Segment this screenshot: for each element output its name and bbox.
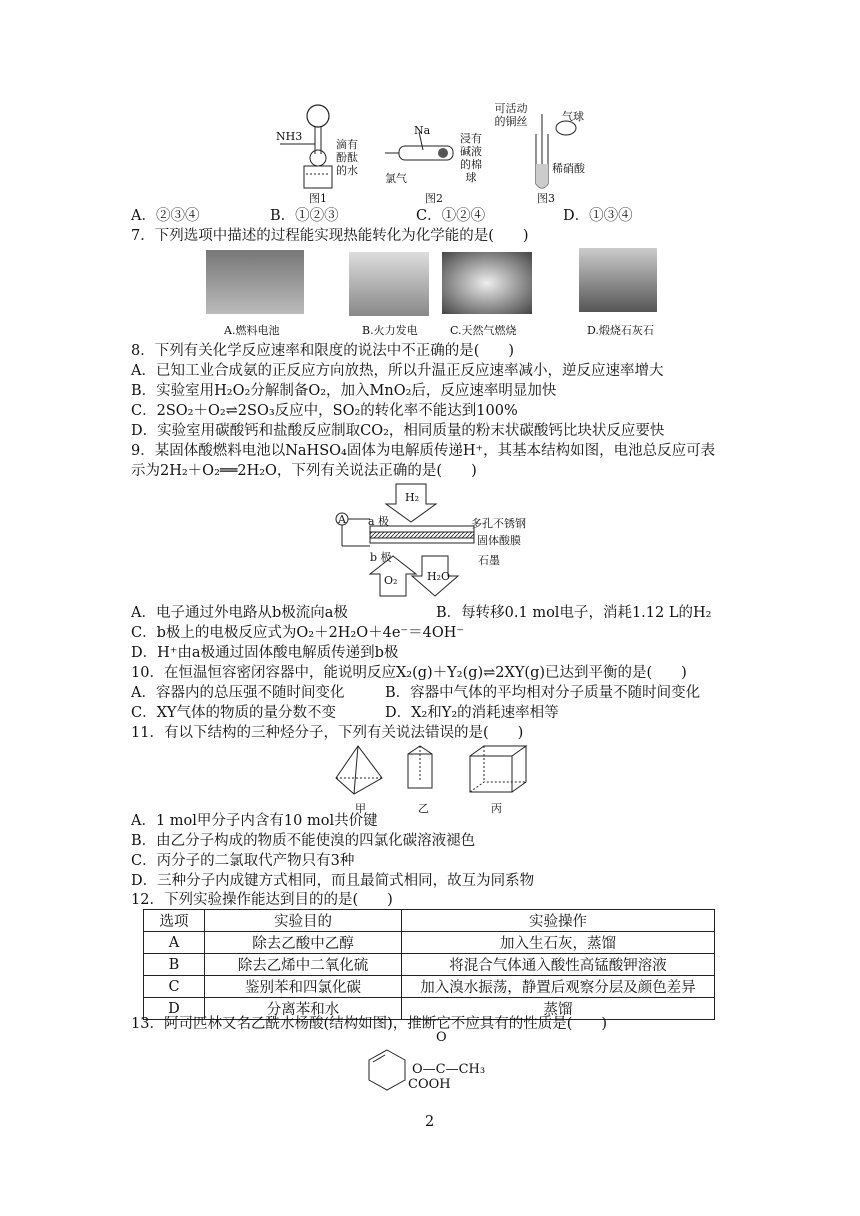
q9-h2-label: H₂ [405,491,420,504]
q11-option-b: B．由乙分子构成的物质不能使溴的四氯化碳溶液褪色 [131,833,476,849]
q8-option-c: C．2SO₂＋O₂⇌2SO₃反应中，SO₂的转化率不能达到100% [131,403,518,419]
q6-option-b: B．①②③ [270,208,339,224]
q11-option-a: A．1 mol甲分子内含有10 mol共价键 [131,813,378,829]
fig2-cotton-label: 浸有碱液的棉球 [460,132,482,184]
q9-ammeter-label: A [338,513,346,526]
q6-option-a: A．②③④ [131,208,200,224]
q11-label-yi: 乙 [418,802,429,815]
cell: 除去乙酸中乙醇 [205,932,402,954]
cell: 加入生石灰，蒸馏 [402,932,715,954]
q9-o2-label: O₂ [384,574,398,587]
fig2-caption: 图2 [425,192,443,205]
fig1-water-label: 滴有酚酞的水 [336,138,358,177]
q11-stem: 11．有以下结构的三种烃分子，下列有关说法错误的是( ) [131,725,524,741]
fig2-na-label: Na [414,124,431,137]
aspirin-chain: O—C—CH₃ [412,1062,486,1077]
q11-option-c: C．丙分子的二氯取代产物只有3种 [131,853,355,869]
q9-a-pole-label: a 极 [368,515,390,528]
q9-option-b: B．每转移0.1 mol电子，消耗1.12 L的H₂ [436,605,712,621]
q7-caption-b: B.火力发电 [362,324,418,337]
q6-option-d: D．①③④ [563,208,633,224]
q9-option-a: A．电子通过外电路从b极流向a极 [131,605,348,621]
q9-stem-line2: 示为2H₂＋O₂══2H₂O，下列有关说法正确的是( ) [131,463,477,479]
aspirin-o-top: O [436,1030,447,1045]
power-plant-photo [349,252,429,316]
cell: 将混合气体通入酸性高锰酸钾溶液 [402,954,715,976]
table-row [144,976,715,998]
q10-option-b: B．容器中气体的平均相对分子质量不随时间变化 [385,685,701,701]
cell: A [144,932,205,954]
cell: 除去乙烯中二氧化硫 [205,954,402,976]
col-header-purpose: 实验目的 [205,910,402,932]
q10-option-d: D．X₂和Y₂的消耗速率相等 [385,705,559,721]
cubane-shape [470,746,526,792]
fig3-acid-label: 稀硝酸 [552,162,585,175]
q7-stem: 7．下列选项中描述的过程能实现热能转化为化学能的是( ) [131,228,529,244]
q11-label-jia: 甲 [355,802,366,815]
q9-option-c: C．b极上的电极反应式为O₂＋2H₂O＋4e⁻＝4OH⁻ [131,625,465,641]
cell: 蒸馏 [402,998,715,1020]
q10-option-c: C．XY气体的物质的量分数不变 [131,705,336,721]
q7-caption-a: A.燃料电池 [224,324,280,337]
cell: D [144,998,205,1020]
col-header-operation: 实验操作 [402,910,715,932]
q8-option-a: A．已知工业合成氨的正反应方向放热，所以升温正反应速率减小，逆反应速率增大 [131,363,664,379]
table-header-row [144,910,715,932]
table-row [144,932,715,954]
cell: C [144,976,205,998]
q7-caption-d: D.煅烧石灰石 [587,324,654,337]
fig3-balloon-label: 气球 [562,110,584,123]
prismane-shape [408,746,432,788]
q13-stem: 13．阿司匹林又名乙酰水杨酸(结构如图)，推断它不应具有的性质是( ) [131,1016,608,1032]
cell: B [144,954,205,976]
cell: 加入溴水振荡，静置后观察分层及颜色差异 [402,976,715,998]
tetrahedrane-shape [336,746,382,794]
lime-kiln-photo [579,248,657,312]
col-header-option: 选项 [144,910,205,932]
q10-stem: 10．在恒温恒容密闭容器中，能说明反应X₂(g)＋Y₂(g)⇌2XY(g)已达到平衡的是( ) [131,665,687,681]
cell: 鉴别苯和四氯化碳 [205,976,402,998]
page-number: 2 [425,1114,435,1130]
fig1-caption: 图1 [309,192,327,205]
experiment-table [143,909,715,1020]
q6-option-c: C．①②④ [416,208,486,224]
fig1-nh3-label: NH3 [276,130,303,143]
hydrocarbon-structures [330,744,530,800]
aspirin-structure [362,1046,412,1096]
table-row [144,954,715,976]
q9-option-d: D．H⁺由a极通过固体酸电解质传递到b极 [131,645,399,661]
q9-steel-label: 多孔不锈钢 [471,517,526,530]
q10-option-a: A．容器内的总压强不随时间变化 [131,685,345,701]
q8-stem: 8．下列有关化学反应速率和限度的说法中不正确的是( ) [131,343,515,359]
q8-option-b: B．实验室用H₂O₂分解制备O₂，加入MnO₂后，反应速率明显加快 [131,383,557,399]
fig3-caption: 图3 [537,192,555,205]
q8-option-d: D．实验室用碳酸钙和盐酸反应制取CO₂，相同质量的粉末状碳酸钙比块状反应要快 [131,423,665,439]
q12-stem: 12．下列实验操作能达到目的的是( ) [131,892,393,908]
q9-b-pole-label: b 极 [370,551,392,564]
fig3-wire-label: 可活动的铜丝 [494,102,528,128]
q11-option-d: D．三种分子内成键方式相同，而且最简式相同，故互为同系物 [131,873,535,889]
q11-label-bing: 丙 [491,802,502,815]
cell: 分离苯和水 [205,998,402,1020]
q9-stem-line1: 9．某固体酸燃料电池以NaHSO₄固体为电解质传递H⁺，其基本结构如图，电池总反应可表 [131,443,716,459]
q7-caption-c: C.天然气燃烧 [450,324,517,337]
fig2-cl-label: 氯气 [385,172,407,185]
q9-membrane-label: 固体酸膜 [477,534,521,547]
gas-stove-photo [442,252,532,314]
fuel-cell-photo [206,250,304,314]
q9-h2o-label: H₂O [427,570,451,583]
q9-graphite-label: 石墨 [478,554,500,567]
aspirin-cooh: COOH [408,1077,451,1092]
